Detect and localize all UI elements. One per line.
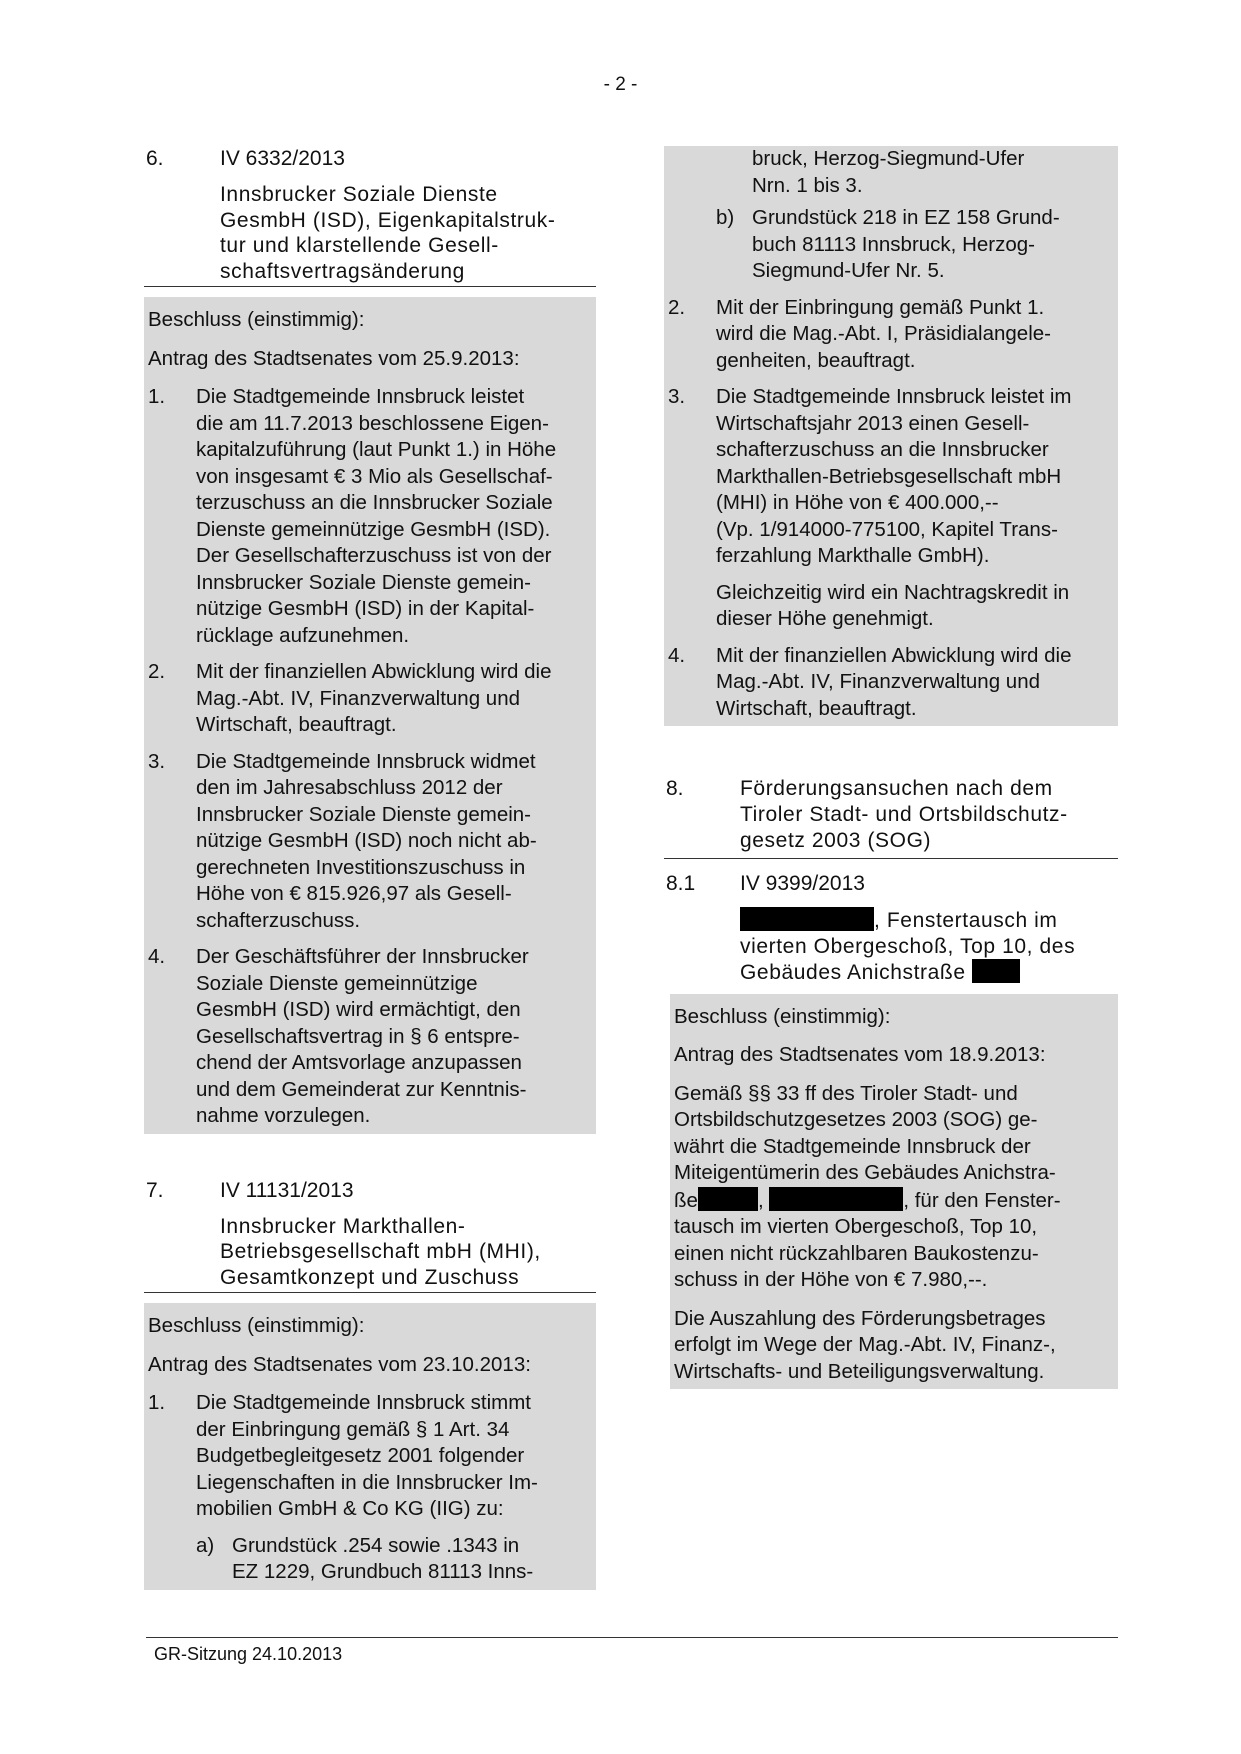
sub-point-letter: b) (716, 206, 735, 229)
decision-label: Beschluss (einstimmig): (148, 308, 365, 331)
text-fragment: ße (674, 1188, 698, 1212)
redaction-bar (740, 907, 874, 931)
point-text: Die Stadtgemeinde Innsbruck stimmt der Einbringung gemäß § 1 Art. 34 Budgetbegleitgesetz 2001 folgender Liegenschaften in die Innsbrucker Im- mobilien GmbH & Co KG (IIG) zu: (196, 1391, 538, 1520)
subject-line: , Fenstertausch im (874, 909, 1058, 932)
point-text: Die Stadtgemeinde Innsbruck leistet die am 11.7.2013 beschlossene Eigen- kapitalzuführung (laut Punkt 1.) in Höhe von insgesamt € 3 Mio als Gesellschaf- terzuschuss an die Innsbrucker Soziale Dienste gemeinnützige GesmbH (ISD). Der Gesellschafterzuschuss ist von der Innsbrucker Soziale Dienste gemein- nützige GesmbH (ISD) in der Kapital- rücklage aufzunehmen. (196, 385, 557, 647)
item-subject: Förderungsansuchen nach dem Tiroler Stadt- und Ortsbildschutz- gesetz 2003 (SOG) (740, 777, 1068, 852)
sub-point-text: Grundstück 218 in EZ 158 Grund- buch 81113 Innsbruck, Herzog- Siegmund-Ufer Nr. 5. (752, 206, 1060, 282)
page-number: - 2 - (603, 74, 638, 95)
left-column (146, 146, 596, 1590)
point-text: Mit der finanziellen Abwicklung wird die Mag.-Abt. IV, Finanzverwaltung und Wirtschaft, beauftragt. (716, 643, 1072, 720)
footer-text: GR-Sitzung 24.10.2013 (154, 1644, 343, 1664)
redaction-bar (698, 1187, 758, 1211)
resolution-point (148, 659, 592, 739)
point-text: Mit der Einbringung gemäß Punkt 1. wird die Mag.-Abt. I, Präsidialangele- genheiten, beauftragt. (716, 295, 1051, 372)
item-subject: Innsbrucker Markthallen- Betriebsgesellschaft mbH (MHI), Gesamtkonzept und Zuschuss (220, 1214, 541, 1289)
resolution-text: Gemäß §§ 33 ff des Tiroler Stadt- und Ortsbildschutzgesetzes 2003 (SOG) ge- währt die Stadtgemeinde Innsbruck der Miteigentümerin des Gebäudes Anichstra- (674, 1081, 1056, 1184)
payment-text: Die Auszahlung des Förderungsbetrages erfolgt im Wege der Mag.-Abt. IV, Finanz-, Wirtschafts- und Beteiligungsverwaltung. (674, 1306, 1056, 1383)
resolution-point (668, 295, 1114, 375)
sub-point (196, 1533, 592, 1586)
resolution-box (670, 994, 1118, 1390)
resolution-point (668, 384, 1114, 570)
sub-point-continued (752, 146, 1114, 199)
point-additional-text: Gleichzeitig wird ein Nachtragskredit in dieser Höhe genehmigt. (716, 580, 1070, 630)
item-number: 7. (146, 1178, 164, 1202)
right-column (666, 146, 1118, 1389)
sub-point-text: Grundstück .254 sowie .1343 in EZ 1229, Grundbuch 81113 Inns- (232, 1533, 534, 1583)
point-number: 4. (668, 643, 686, 667)
point-text: Mit der finanziellen Abwicklung wird die Mag.-Abt. IV, Finanzverwaltung und Wirtschaft, beauftragt. (196, 660, 552, 736)
item-8-heading (666, 776, 1118, 854)
decision-label: Beschluss (einstimmig): (148, 1314, 365, 1337)
item-6-heading (146, 146, 596, 172)
sub-point (716, 205, 1114, 285)
item-subject (740, 907, 1118, 988)
resolution-point (148, 384, 592, 649)
redaction-bar (769, 1187, 903, 1211)
item-number: 8.1 (666, 872, 696, 895)
point-number: 2. (148, 660, 166, 683)
item-8-1-heading (666, 871, 1118, 897)
sub-point-letter: a) (196, 1533, 215, 1557)
divider (144, 286, 596, 287)
text-fragment: , (757, 1188, 770, 1212)
resolution-box (144, 297, 596, 1134)
resolution-point (668, 643, 1114, 723)
item-reference: IV 9399/2013 (740, 872, 865, 895)
point-number: 4. (148, 945, 166, 968)
item-number: 6. (146, 147, 164, 170)
point-number: 2. (668, 295, 686, 319)
item-reference: IV 6332/2013 (220, 147, 345, 170)
sub-point-text: bruck, Herzog-Siegmund-Ufer Nrn. 1 bis 3. (752, 147, 1025, 197)
point-number: 3. (148, 749, 166, 773)
point-number: 3. (668, 385, 686, 408)
point-text: Die Stadtgemeinde Innsbruck widmet den im Jahresabschluss 2012 der Innsbrucker Soziale Dienste gemein- nützige GesmbH (ISD) noch nicht ab- gerechneten Investitionszuschuss in Höhe von € 815.926,97 als Gesell- schafterzuschuss. (196, 749, 537, 932)
resolution-point (148, 749, 592, 935)
resolution-point (148, 944, 592, 1130)
item-7-heading (146, 1178, 596, 1204)
divider (664, 858, 1118, 859)
resolution-point (148, 1390, 592, 1523)
resolution-box-continued (664, 146, 1118, 726)
motion-label: Antrag des Stadtsenates vom 25.9.2013: (148, 346, 520, 370)
divider (144, 1292, 596, 1293)
point-text: Der Geschäftsführer der Innsbrucker Soziale Dienste gemeinnützige GesmbH (ISD) wird ermächtigt, den Gesellschaftsvertrag in § 6 entspre- chend der Amtsvorlage anzupassen und dem Gemeinderat zur Kenntnis- nahme vorzulegen. (196, 945, 529, 1127)
resolution-box (144, 1303, 596, 1590)
subject-line: Gebäudes Anichstraße (740, 961, 973, 984)
text-fragment: , für den Fenster- (903, 1188, 1061, 1212)
redaction-bar (972, 959, 1020, 983)
point-text: Die Stadtgemeinde Innsbruck leistet im Wirtschaftsjahr 2013 einen Gesell- schafterzuschuss an die Innsbrucker Markthallen-Betriebsgesellschaft mbH (MHI) in Höhe von € 400.000,-- (Vp. 1/914000-775100, Kapitel Trans- ferzahlung Markthalle GmbH). (716, 385, 1072, 567)
motion-label: Antrag des Stadtsenates vom 23.10.2013: (148, 1352, 531, 1376)
point-number: 1. (148, 385, 166, 408)
point-number: 1. (148, 1391, 166, 1414)
motion-label: Antrag des Stadtsenates vom 18.9.2013: (674, 1043, 1046, 1066)
resolution-text: tausch im vierten Obergeschoß, Top 10, einen nicht rückzahlbaren Baukostenzu- schuss in der Höhe von € 7.980,--. (674, 1215, 1039, 1291)
resolution-text-line (674, 1187, 1114, 1215)
item-subject: Innsbrucker Soziale Dienste GesmbH (ISD), Eigenkapitalstruk- tur und klarstellende Gesell- schaftsvertragsänderung (220, 183, 556, 283)
subject-line: vierten Obergeschoß, Top 10, des (740, 934, 1076, 958)
footer-divider (146, 1637, 1118, 1638)
item-reference: IV 11131/2013 (220, 1178, 354, 1202)
decision-label: Beschluss (einstimmig): (674, 1004, 891, 1028)
item-number: 8. (666, 777, 684, 800)
